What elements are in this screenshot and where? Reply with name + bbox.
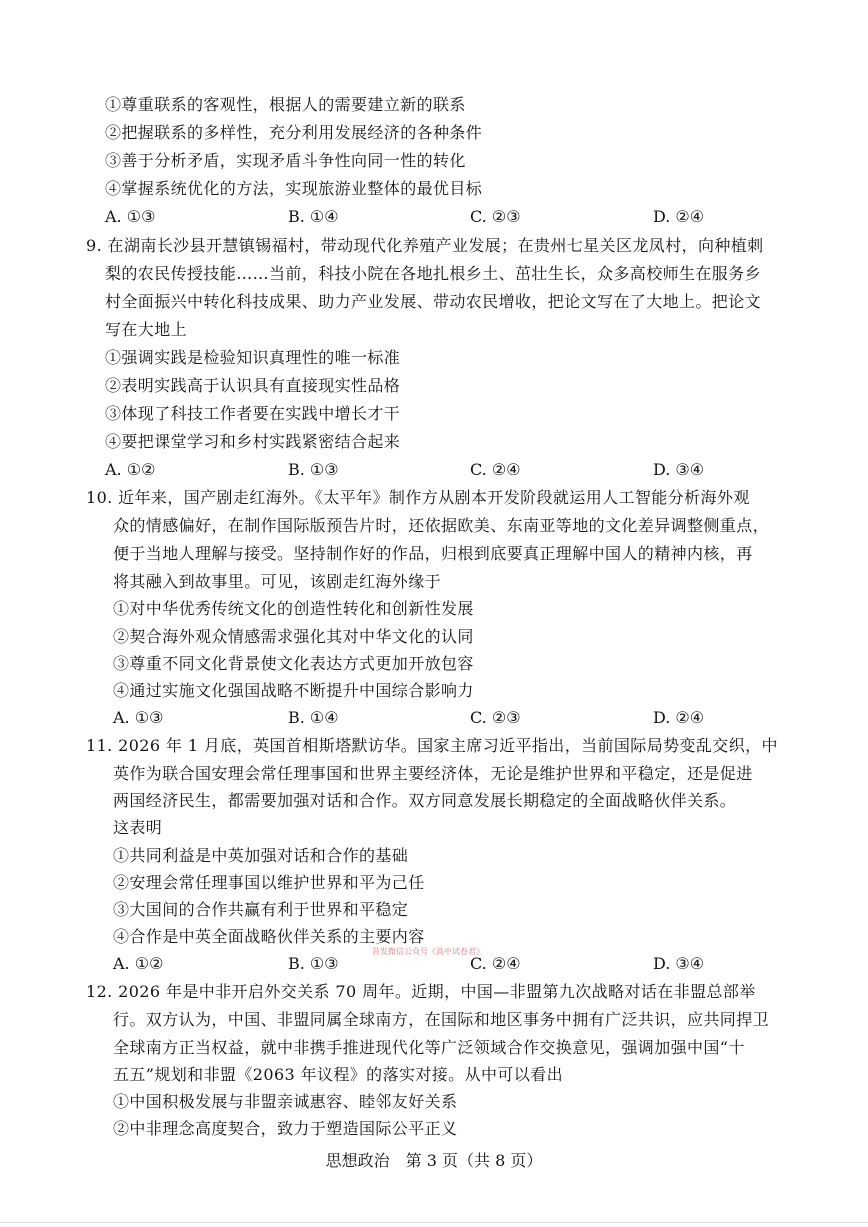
q10-stem-line-2: 众的情感偏好，在制作国际版预告片时，还依据欧美、东南亚等地的文化差异调整侧重点， xyxy=(113,516,770,535)
q9-choice-a: A. ①② xyxy=(105,460,156,479)
q11-choice-a: A. ①② xyxy=(113,954,164,973)
q12-stem-line-2: 行。双方认为，中国、非盟同属全球南方，在国际和地区事务中拥有广泛共识，应共同捍卫 xyxy=(113,1010,770,1029)
page-footer: 思想政治 第 3 页（共 8 页） xyxy=(325,1151,543,1170)
q9-stem-line-1: 9. 在湖南长沙县开慧镇锡福村，带动现代化养殖产业发展；在贵州七星关区龙凤村，向种植刺 xyxy=(86,236,764,255)
q11-option-3: ③大国间的合作共赢有利于世界和平稳定 xyxy=(113,900,409,919)
q9-stem-line-4: 写在大地上 xyxy=(105,320,188,339)
q10-choice-a: A. ①③ xyxy=(113,708,164,727)
q11-option-2: ②安理会常任理事国以维护世界和平为己任 xyxy=(113,873,425,892)
q9-choice-c: C. ②④ xyxy=(470,460,521,479)
q10-stem-line-4: 将其融入到故事里。可见，该剧走红海外缘于 xyxy=(113,572,442,591)
q11-option-1: ①共同利益是中英加强对话和合作的基础 xyxy=(113,846,409,865)
q9-stem-line-3: 村全面振兴中转化科技成果、助力产业发展、带动农民增收，把论文写在了大地上。把论文 xyxy=(105,292,762,311)
q11-option-4: ④合作是中英全面战略伙伴关系的主要内容 xyxy=(113,927,425,946)
q8-choice-a: A. ①③ xyxy=(105,207,156,226)
q10-stem-line-3: 便于当地人理解与接受。坚持制作好的作品，归根到底要真正理解中国人的精神内核，再 xyxy=(113,544,753,563)
q11-choice-c: C. ②④ xyxy=(470,954,521,973)
watermark-text: 首发微信公众号《高中试卷君》 xyxy=(372,947,484,956)
q9-stem-line-2: 梨的农民传授技能……当前，科技小院在各地扎根乡土、茁壮生长，众多高校师生在服务乡 xyxy=(105,264,762,283)
q12-option-1: ①中国积极发展与非盟亲诚惠容、睦邻友好关系 xyxy=(113,1092,458,1111)
bottom-divider xyxy=(0,1222,868,1223)
q8-choice-d: D. ②④ xyxy=(653,207,705,226)
q9-option-3: ③体现了科技工作者要在实践中增长才干 xyxy=(105,404,401,423)
q10-option-3: ③尊重不同文化背景使文化表达方式更加开放包容 xyxy=(113,654,474,673)
q11-stem-line-2: 英作为联合国安理会常任理事国和世界主要经济体，无论是维护世界和平稳定，还是促进 xyxy=(113,764,753,783)
q8-choice-b: B. ①④ xyxy=(288,207,339,226)
q12-stem-line-3: 全球南方正当权益，就中非携手推进现代化等广泛领域合作交换意见，强调加强中国“十 xyxy=(113,1038,745,1057)
q9-option-2: ②表明实践高于认识具有直接现实性品格 xyxy=(105,376,401,395)
q8-option-2: ②把握联系的多样性，充分利用发展经济的各种条件 xyxy=(105,123,483,142)
q8-option-4: ④掌握系统优化的方法，实现旅游业整体的最优目标 xyxy=(105,179,483,198)
q9-option-4: ④要把课堂学习和乡村实践紧密结合起来 xyxy=(105,432,401,451)
q9-choice-d: D. ③④ xyxy=(653,460,705,479)
q10-stem-line-1: 10. 近年来，国产剧走红海外。《太平年》制作方从剧本开发阶段就运用人工智能分析海外观 xyxy=(86,488,750,507)
q12-stem-line-4: 五五”规划和非盟《2063 年议程》的落实对接。从中可以看出 xyxy=(113,1065,563,1084)
q8-choice-c: C. ②③ xyxy=(470,207,521,226)
q12-stem-line-1: 12. 2026 年是中非开启外交关系 70 周年。近期，中国—非盟第九次战略对话在非盟总部举 xyxy=(86,982,756,1001)
q11-stem-line-3: 两国经济民生，都需要加强对话和合作。双方同意发展长期稳定的全面战略伙伴关系。 xyxy=(113,791,737,810)
q12-option-2: ②中非理念高度契合，致力于塑造国际公平正义 xyxy=(113,1119,458,1138)
q11-stem-line-1: 11. 2026 年 1 月底，英国首相斯塔默访华。国家主席习近平指出，当前国际局势变乱交织，中 xyxy=(86,736,778,755)
q11-stem-line-4: 这表明 xyxy=(113,818,163,837)
q10-option-4: ④通过实施文化强国战略不断提升中国综合影响力 xyxy=(113,681,474,700)
q8-option-3: ③善于分析矛盾，实现矛盾斗争性向同一性的转化 xyxy=(105,151,466,170)
q11-choice-b: B. ①③ xyxy=(288,954,339,973)
q9-choice-b: B. ①③ xyxy=(288,460,339,479)
q10-option-1: ①对中华优秀传统文化的创造性转化和创新性发展 xyxy=(113,599,474,618)
q11-choice-d: D. ③④ xyxy=(653,954,705,973)
q8-option-1: ①尊重联系的客观性，根据人的需要建立新的联系 xyxy=(105,95,466,114)
q10-choice-c: C. ②③ xyxy=(470,708,521,727)
q10-choice-b: B. ①④ xyxy=(288,708,339,727)
q10-choice-d: D. ②④ xyxy=(653,708,705,727)
q10-option-2: ②契合海外观众情感需求强化其对中华文化的认同 xyxy=(113,627,474,646)
q9-option-1: ①强调实践是检验知识真理性的唯一标准 xyxy=(105,348,401,367)
